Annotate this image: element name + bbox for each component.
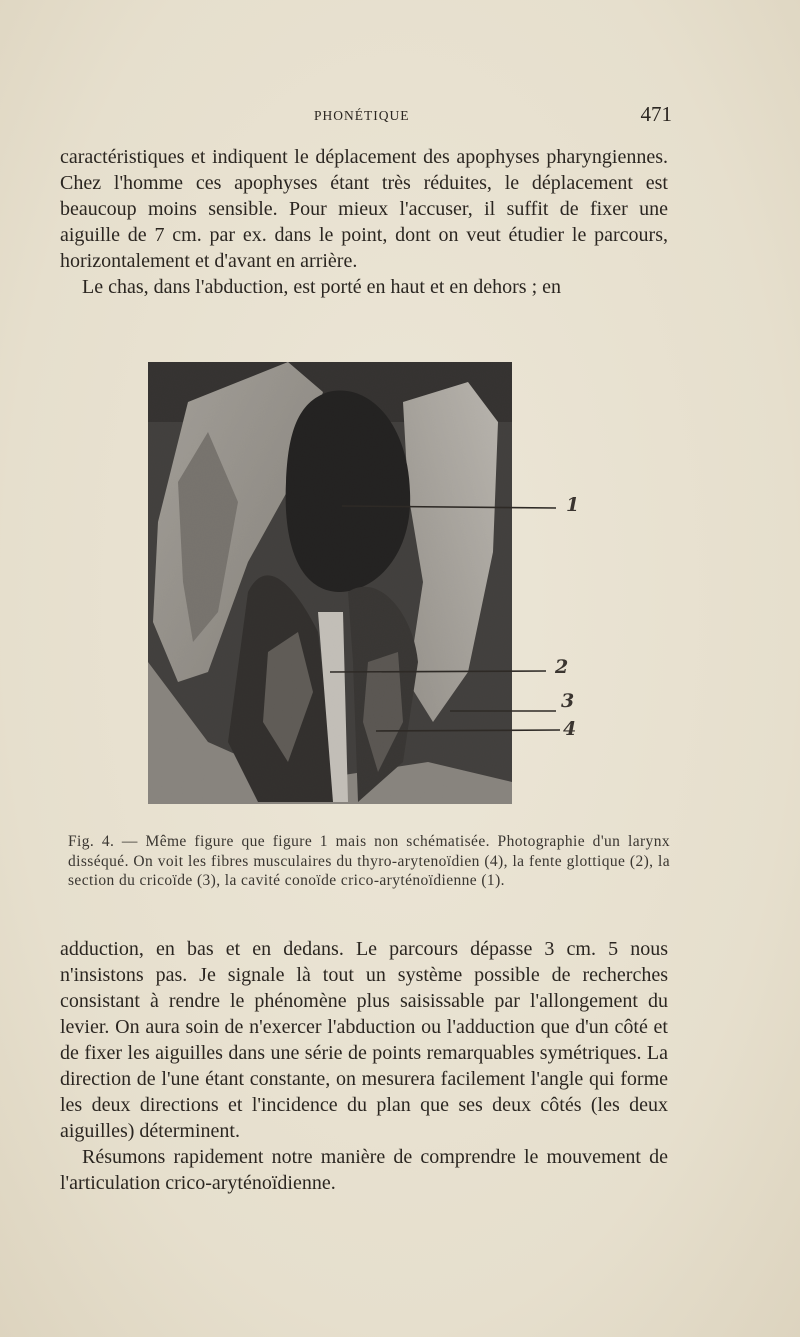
body-text-top — [60, 144, 668, 300]
running-title: PHONÉTIQUE — [314, 108, 410, 123]
larynx-photograph — [148, 362, 512, 804]
paragraph: caractéristiques et indiquent le déplacement des apophyses pharyngiennes. Chez l'homme ces apophyses étant très réduites, le déplacement est beaucoup moins sensible. Pour mieux l'accuser, il suffit de fixer une aiguille de 7 cm. par ex. dans le point, dont on veut étudier le parcours, horizontalement et d'avant en arrière. — [60, 146, 668, 272]
paragraph: Résumons rapidement notre manière de comprendre le mouvement de l'articulation crico-aryténoïdienne. — [60, 1146, 668, 1194]
page-number: 471 — [640, 102, 672, 126]
figure-label-2: 2 — [555, 656, 569, 678]
body-text-bottom — [60, 936, 668, 1196]
caption-text: Fig. 4. — Même figure que figure 1 mais non schématisée. Photographie d'un larynx disséqué. On voit les fibres musculaires du thyro-arytenoïdien (4), la fente glottique (2), la section du cricoïde (3), la cavité conoïde crico-aryténoïdienne (1). — [68, 833, 670, 889]
figure-label-4: 4 — [563, 718, 577, 740]
paragraph: Le chas, dans l'abduction, est porté en haut et en dehors ; en — [82, 276, 562, 298]
figure-label-1: 1 — [566, 494, 580, 516]
figure-caption — [68, 832, 670, 891]
page-header — [60, 102, 672, 132]
paragraph: adduction, en bas et en dedans. Le parcours dépasse 3 cm. 5 nous n'insistons pas. Je signale là tout un système possible de recherches consistant à rendre le phénomène plus saisissable par l'allongement du levier. On aura soin de n'exercer l'abduction ou l'adduction que d'un côté et de fixer les aiguilles dans une série de points remarquables symétriques. La direction de l'une étant constante, on mesurera facilement l'angle qui forme les deux directions et l'incidence du plan que ses deux côtés (les deux aiguilles) déterminent. — [60, 938, 668, 1142]
figure-label-3: 3 — [561, 690, 575, 712]
